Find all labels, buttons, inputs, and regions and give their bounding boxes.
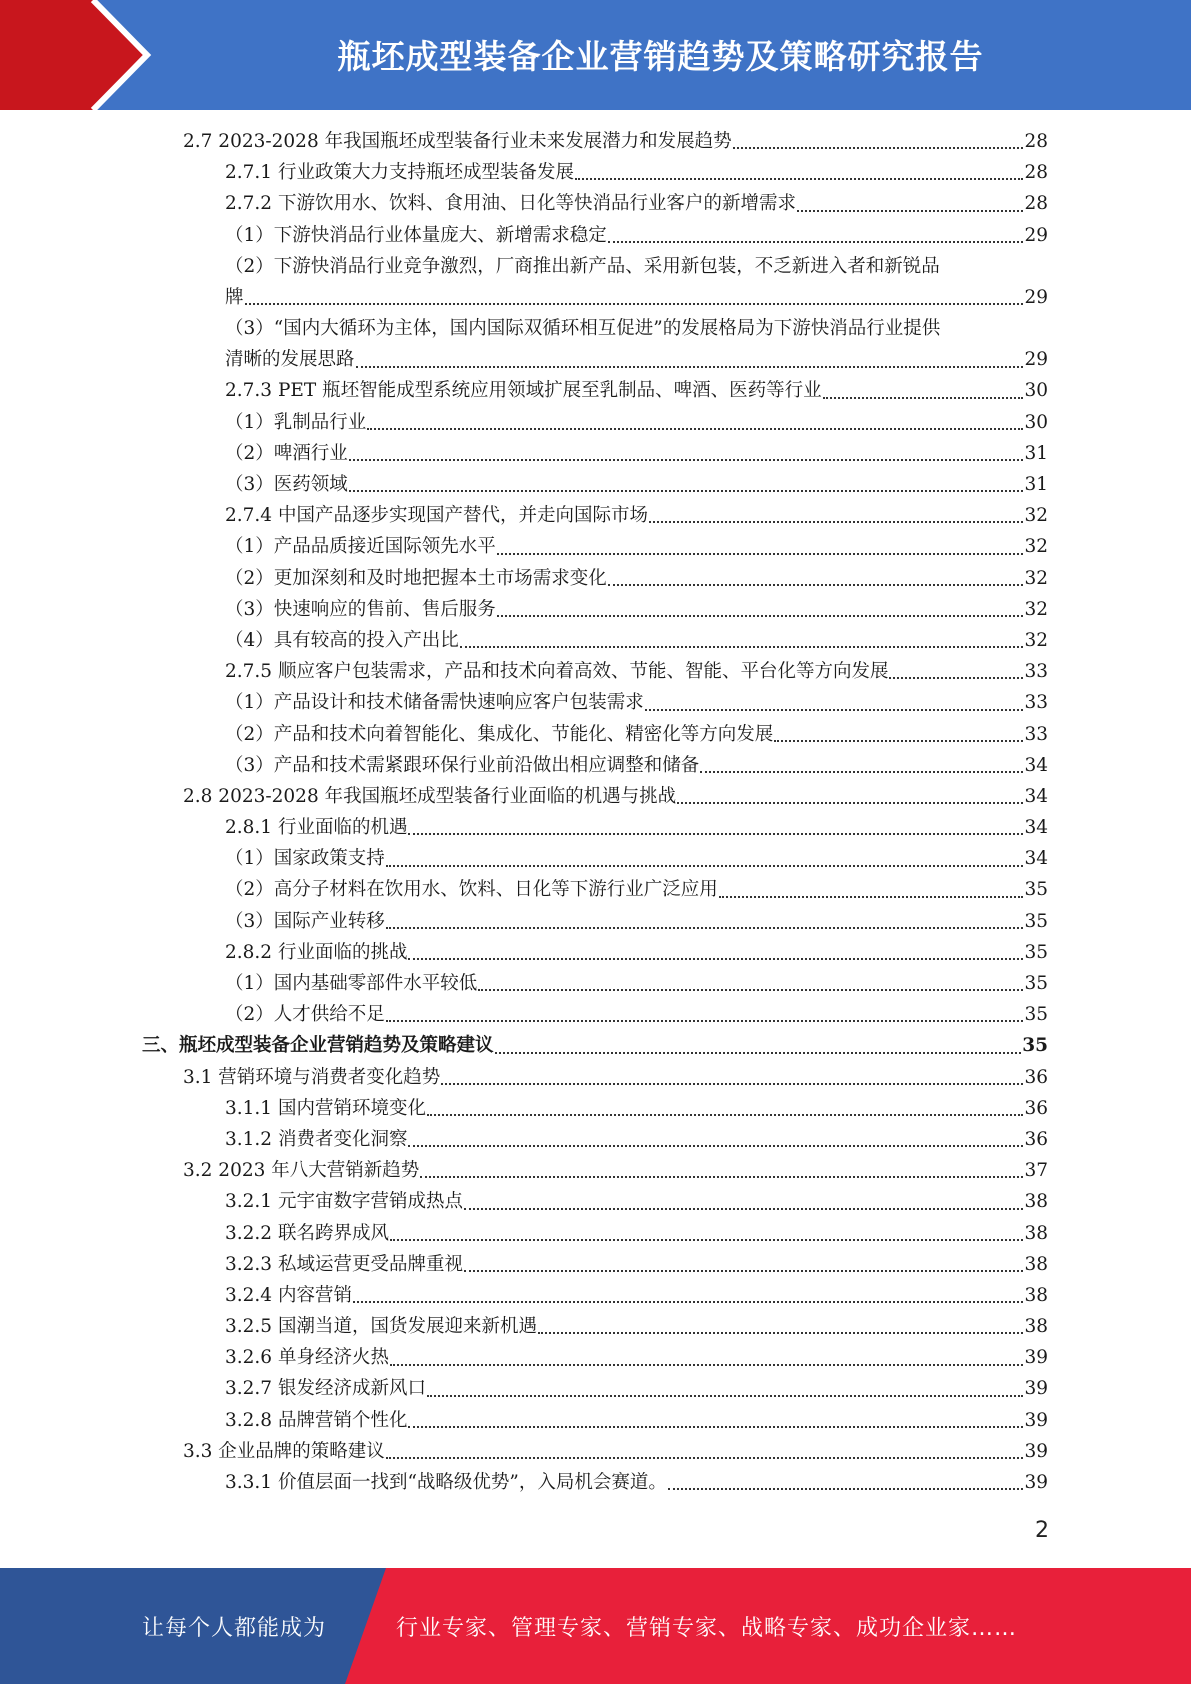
toc-entry-label: 3.2.2 联名跨界成风 [225,1222,389,1244]
toc-entry[interactable] [0,812,1191,843]
toc-entry-label: （3）国际产业转移 [225,910,385,932]
toc-dot-leader [575,176,1023,180]
toc-entry[interactable] [0,1062,1191,1093]
toc-page-number: 32 [1024,505,1048,527]
toc-page-number: 33 [1024,723,1048,745]
toc-entry-label: 2.7.2 下游饮用水、饮料、食用油、日化等快消品行业客户的新增需求 [225,193,796,215]
toc-dot-leader [367,426,1023,430]
toc-dot-leader [464,1206,1023,1210]
toc-page-number: 33 [1024,692,1048,714]
toc-entry-label: 3.2 2023 年八大营销新趋势 [183,1160,420,1182]
footer-slogan-left: 让每个人都能成为 [142,1615,327,1641]
toc-dot-leader [353,1299,1024,1303]
toc-entry-label: 3.2.6 单身经济火热 [225,1347,389,1369]
toc-entry[interactable] [0,438,1191,469]
toc-entry[interactable] [0,1186,1191,1217]
toc-page-number: 38 [1024,1222,1048,1244]
toc-page-number: 35 [1024,973,1048,995]
toc-page-number: 38 [1024,1191,1048,1213]
toc-entry-label: （2）产品和技术向着智能化、集成化、节能化、精密化等方向发展 [225,723,774,745]
toc-entry-label: 2.8 2023-2028 年我国瓶坯成型装备行业面临的机遇与挑战 [183,785,677,807]
toc-dot-leader [823,395,1024,399]
toc-entry[interactable] [0,188,1191,219]
toc-dot-leader [390,1362,1023,1366]
toc-page-number: 32 [1024,598,1048,620]
toc-entry-label: 2.8.2 行业面临的挑战 [225,941,408,963]
toc-entry-label: 3.3 企业品牌的策略建议 [183,1440,385,1462]
toc-entry[interactable] [0,469,1191,500]
toc-entry-label: 2.7.5 顺应客户包装需求，产品和技术向着高效、节能、智能、平台化等方向发展 [225,661,889,683]
toc-entry-label: （3）医药领域 [225,474,348,496]
toc-entry[interactable] [0,843,1191,874]
toc-page-number: 29 [1024,349,1048,371]
toc-dot-leader [427,1112,1023,1116]
toc-page-number: 35 [1024,910,1048,932]
toc-entry[interactable] [0,999,1191,1030]
toc-entry[interactable] [0,1436,1191,1467]
toc-entry-label: （1）乳制品行业 [225,411,367,433]
toc-dot-leader [386,925,1024,929]
toc-dot-leader [608,239,1024,243]
toc-entry[interactable] [0,781,1191,812]
toc-page-number: 35 [1022,1035,1048,1057]
toc-entry[interactable] [0,1311,1191,1342]
toc-entry-label: （3）快速响应的售前、售后服务 [225,598,496,620]
toc-entry[interactable] [0,1467,1191,1498]
toc-dot-leader [386,863,1024,867]
toc-entry-label: 2.7.3 PET 瓶坯智能成型系统应用领域扩展至乳制品、啤酒、医药等行业 [225,380,822,402]
toc-page-number: 38 [1024,1284,1048,1306]
toc-page-number: 35 [1024,879,1048,901]
toc-dot-leader [497,551,1024,555]
toc-entry-label: （1）国内基础零部件水平较低 [225,973,478,995]
toc-entry[interactable] [0,251,1191,313]
toc-entry[interactable] [0,1374,1191,1405]
toc-dot-leader [649,519,1023,523]
toc-page-number: 32 [1024,567,1048,589]
toc-dot-leader [478,987,1023,991]
toc-entry-label: （2）下游快消品行业竞争激烈，厂商推出新产品、采用新包装，不乏新进入者和新锐品 [225,255,940,277]
toc-page-number: 32 [1024,536,1048,558]
toc-entry[interactable] [0,1405,1191,1436]
toc-dot-leader [408,1424,1023,1428]
toc-dot-leader [349,488,1024,492]
toc-page-number: 33 [1024,661,1048,683]
toc-entry-label: 3.2.8 品牌营销个性化 [225,1409,408,1431]
toc-entry-continuation [225,344,1048,375]
toc-entry-label: （1）下游快消品行业体量庞大、新增需求稳定 [225,224,607,246]
toc-entry-label: （3）“国内大循环为主体，国内国际双循环相互促进”的发展格局为下游快消品行业提供 [225,318,941,340]
toc-entry-label: 3.1.1 国内营销环境变化 [225,1097,426,1119]
toc-entry[interactable] [0,500,1191,531]
toc-page-number: 34 [1024,848,1048,870]
toc-entry-label: （3）产品和技术需紧跟环保行业前沿做出相应调整和储备 [225,754,700,776]
toc-entry[interactable] [0,1030,1191,1061]
toc-entry-continuation [225,282,1048,313]
toc-dot-leader [889,675,1023,679]
page-footer [0,1568,1191,1684]
report-title: 瓶坯成型装备企业营销趋势及策略研究报告 [337,36,984,76]
toc-page-number: 28 [1024,193,1048,215]
toc-entry[interactable] [0,1218,1191,1249]
toc-entry-label: 2.8.1 行业面临的机遇 [225,817,408,839]
toc-entry-label: 3.3.1 价值层面一找到“战略级优势”，入局机会赛道。 [225,1472,667,1494]
toc-entry-label: （2）更加深刻和及时地把握本土市场需求变化 [225,567,607,589]
toc-entry-label: 2.7.4 中国产品逐步实现国产替代，并走向国际市场 [225,505,648,527]
toc-entry[interactable] [0,875,1191,906]
toc-entry[interactable] [0,313,1191,375]
toc-page-number: 39 [1024,1440,1048,1462]
toc-dot-leader [538,1330,1023,1334]
toc-page-number: 31 [1024,474,1048,496]
toc-entry-label: 3.2.7 银发经济成新风口 [225,1378,426,1400]
table-of-contents [0,126,1191,1498]
toc-dot-leader [668,1486,1024,1490]
toc-entry-label: 3.1.2 消费者变化洞察 [225,1128,408,1150]
toc-page-number: 37 [1024,1160,1048,1182]
toc-dot-leader [495,1050,1022,1054]
toc-entry-label-continued: 清晰的发展思路 [225,349,355,371]
toc-dot-leader [349,457,1024,461]
toc-page-number: 28 [1024,162,1048,184]
toc-entry-label: 2.7 2023-2028 年我国瓶坯成型装备行业未来发展潜力和发展趋势 [183,130,732,152]
toc-entry[interactable] [0,1155,1191,1186]
toc-dot-leader [719,894,1024,898]
toc-entry-label: （1）产品品质接近国际领先水平 [225,536,496,558]
toc-dot-leader [464,1268,1023,1272]
toc-entry[interactable] [0,625,1191,656]
toc-dot-leader [408,831,1023,835]
toc-entry-label: （1）国家政策支持 [225,848,385,870]
toc-entry[interactable] [0,687,1191,718]
header-red-chevron [0,0,160,110]
toc-dot-leader [460,644,1024,648]
toc-entry[interactable] [0,594,1191,625]
toc-entry[interactable] [0,719,1191,750]
toc-page-number: 39 [1024,1472,1048,1494]
toc-dot-leader [245,301,1024,305]
toc-dot-leader [408,956,1023,960]
toc-page-number: 34 [1024,785,1048,807]
toc-dot-leader [386,1455,1024,1459]
toc-entry[interactable] [0,157,1191,188]
toc-entry-label: （2）人才供给不足 [225,1004,385,1026]
page-number: 2 [1035,1518,1049,1543]
toc-dot-leader [733,145,1024,149]
toc-page-number: 30 [1024,411,1048,433]
toc-page-number: 34 [1024,754,1048,776]
toc-entry-label: （4）具有较高的投入产出比 [225,629,459,651]
toc-entry[interactable] [0,376,1191,407]
toc-entry[interactable] [0,563,1191,594]
toc-entry[interactable] [0,750,1191,781]
toc-entry[interactable] [0,1093,1191,1124]
toc-page-number: 36 [1024,1066,1048,1088]
toc-page-number: 39 [1024,1409,1048,1431]
toc-entry[interactable] [0,1342,1191,1373]
toc-entry-label: 3.1 营销环境与消费者变化趋势 [183,1066,441,1088]
toc-dot-leader [408,1143,1023,1147]
toc-entry[interactable] [0,126,1191,157]
toc-dot-leader [427,1393,1023,1397]
toc-dot-leader [677,800,1023,804]
toc-entry[interactable] [0,968,1191,999]
toc-dot-leader [441,1081,1023,1085]
toc-dot-leader [497,613,1024,617]
toc-page-number: 30 [1024,380,1048,402]
toc-page-number: 38 [1024,1316,1048,1338]
toc-dot-leader [420,1174,1023,1178]
toc-dot-leader [386,1018,1024,1022]
footer-slogan-right: 行业专家、管理专家、营销专家、战略专家、成功企业家…… [396,1615,1018,1641]
toc-entry[interactable] [0,407,1191,438]
toc-page-number: 39 [1024,1347,1048,1369]
toc-entry[interactable] [0,1249,1191,1280]
toc-entry-label: （2）高分子材料在饮用水、饮料、日化等下游行业广泛应用 [225,879,718,901]
toc-entry-label: （1）产品设计和技术储备需快速响应客户包装需求 [225,692,644,714]
toc-dot-leader [356,364,1024,368]
toc-entry-label: 三、瓶坯成型装备企业营销趋势及策略建议 [142,1035,494,1057]
toc-page-number: 29 [1024,224,1048,246]
toc-entry[interactable] [0,1280,1191,1311]
toc-page-number: 31 [1024,442,1048,464]
toc-entry[interactable] [0,656,1191,687]
toc-dot-leader [797,208,1023,212]
toc-page-number: 28 [1024,130,1048,152]
toc-entry[interactable] [0,937,1191,968]
toc-dot-leader [645,707,1024,711]
toc-entry[interactable] [0,531,1191,562]
toc-dot-leader [390,1237,1023,1241]
toc-page-number: 29 [1024,286,1048,308]
toc-entry-label: 3.2.5 国潮当道，国货发展迎来新机遇 [225,1316,537,1338]
toc-entry[interactable] [0,906,1191,937]
toc-entry-label: （2）啤酒行业 [225,442,348,464]
toc-page-number: 35 [1024,1004,1048,1026]
toc-page-number: 34 [1024,817,1048,839]
toc-page-number: 35 [1024,941,1048,963]
toc-page-number: 36 [1024,1097,1048,1119]
page-header [0,0,1191,110]
toc-page-number: 32 [1024,629,1048,651]
toc-entry-label: 3.2.4 内容营销 [225,1284,352,1306]
toc-page-number: 39 [1024,1378,1048,1400]
toc-entry-label-continued: 牌 [225,286,244,308]
toc-entry-label: 2.7.1 行业政策大力支持瓶坯成型装备发展 [225,162,574,184]
toc-dot-leader [608,582,1024,586]
toc-page-number: 38 [1024,1253,1048,1275]
toc-page-number: 36 [1024,1128,1048,1150]
toc-entry[interactable] [0,220,1191,251]
toc-entry-label: 3.2.1 元宇宙数字营销成热点 [225,1191,463,1213]
toc-entry[interactable] [0,1124,1191,1155]
toc-entry-label: 3.2.3 私域运营更受品牌重视 [225,1253,463,1275]
toc-dot-leader [774,738,1023,742]
toc-dot-leader [700,769,1023,773]
